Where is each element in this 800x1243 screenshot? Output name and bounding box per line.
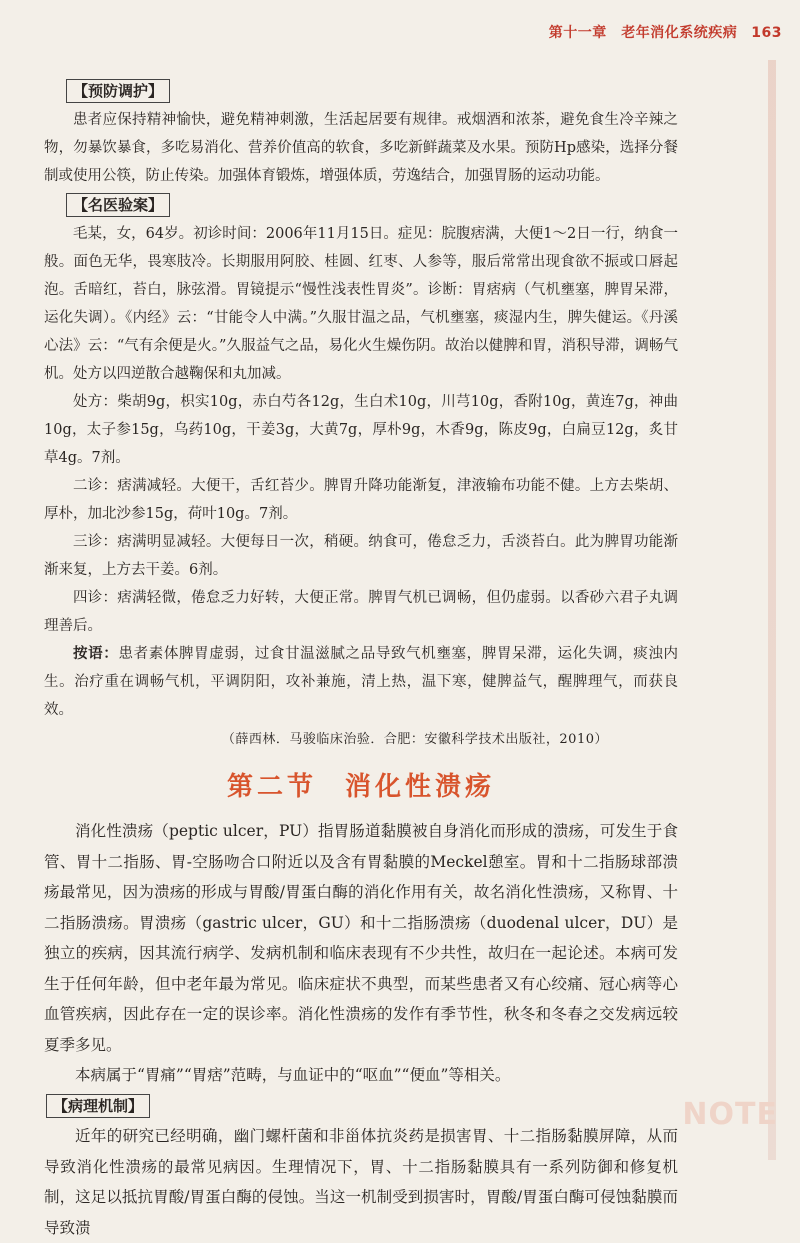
paragraph-visit-4: 四诊：痞满轻微，倦怠乏力好转，大便正常。脾胃气机已调畅，但仍虚弱。以香砂六君子丸调理善后。 xyxy=(44,590,678,634)
chapter-title: 第十一章 老年消化系统疾病 xyxy=(548,25,738,41)
ulcer-body xyxy=(44,816,678,1243)
paragraph-case-intro: 毛某，女，64岁。初诊时间：2006年11月15日。症见：脘腹痞满，大便1～2日一行，纳食一般。面色无华，畏寒肢冷。长期服用阿胶、桂圆、红枣、人参等，服后常常出现食欲不振或口唇起泡。舌暗红，苔白，脉弦滑。胃镜提示“慢性浅表性胃炎”。诊断：胃痞病（气机壅塞，脾胃呆滞，运化失调）。《内经》云：“甘能令人中满。”久服甘温之品，气机壅塞，痰湿内生，脾失健运。《丹溪心法》云：“气有余便是火。”久服益气之品，易化火生燥伤阴。故治以健脾和胃，消积导滞，调畅气机。处方以四逆散合越鞠保和丸加减。 xyxy=(44,226,678,382)
citation: （薛西林．马骏临床治验．合肥：安徽科学技术出版社，2010） xyxy=(221,732,608,747)
section-title: 消化性溃疡 xyxy=(345,772,496,802)
paragraph-comment xyxy=(44,640,678,724)
page-number: 163 xyxy=(751,25,782,41)
paragraph-ulcer-1: 消化性溃疡（peptic ulcer，PU）指胃肠道黏膜被自身消化而形成的溃疡，可发生于食管、胃十二指肠、胃-空肠吻合口附近以及含有胃黏膜的Meckel憩室。胃和十二指肠球部溃疡最常见，因为溃疡的形成与胃酸/胃蛋白酶的消化作用有关，故名消化性溃疡，又称胃、十二指肠溃疡。胃溃疡（gastric ulcer，GU）和十二指肠溃疡（duodenal ulcer，DU）是独立的疾病，因其流行病学、发病机制和临床表现有不少共性，故归在一起论述。本病可发生于任何年龄，但中老年最为常见。临床症状不典型，而某些患者又有心绞痛、冠心病等心血管疾病，因此存在一定的误诊率。消化性溃疡的发作有季节性，秋冬和冬春之交发病远较夏季多见。 xyxy=(44,822,678,1054)
paragraph-prevention: 患者应保持精神愉快，避免精神刺激，生活起居要有规律。戒烟酒和浓茶，避免食生冷辛辣之物，勿暴饮暴食，多吃易消化、营养价值高的软食，多吃新鲜蔬菜及水果。预防Hp感染，选择分餐制或使用公筷，防止传染。加强体育锻炼，增强体质，劳逸结合，加强胃肠的运动功能。 xyxy=(44,112,678,184)
section-label-pathogenesis: 【病理机制】 xyxy=(46,1094,150,1118)
paragraph-ulcer-2: 本病属于“胃痛”“胃痞”范畴，与血证中的“呕血”“便血”等相关。 xyxy=(75,1066,511,1084)
comment-text: 患者素体脾胃虚弱，过食甘温滋腻之品导致气机壅塞，脾胃呆滞，运化失调，痰浊内生。治疗重在调畅气机，平调阴阳，攻补兼施，清上热，温下寒，健脾益气，醒脾理气，而获良效。 xyxy=(44,646,679,718)
comment-label: 按语： xyxy=(73,645,119,662)
paragraph-prescription: 处方：柴胡9g，枳实10g，赤白芍各12g，生白术10g，川芎10g，香附10g，黄连7g，神曲10g，太子参15g，乌药10g，干姜3g，大黄7g，厚朴9g，木香9g，陈皮9g，白扁豆12g，炙甘草4g。7剂。 xyxy=(44,394,678,466)
running-head xyxy=(549,22,782,42)
section-label-prevention: 【预防调护】 xyxy=(66,79,170,103)
section-number: 第二节 xyxy=(226,772,317,802)
paragraph-ulcer-3: 近年的研究已经明确，幽门螺杆菌和非甾体抗炎药是损害胃、十二指肠黏膜屏障，从而导致消化性溃疡的最常见病因。生理情况下，胃、十二指肠黏膜具有一系列防御和修复机制，这足以抵抗胃酸/胃蛋白酶的侵蚀。当这一机制受到损害时，胃酸/胃蛋白酶可侵蚀黏膜而导致溃 xyxy=(44,1127,678,1237)
page-body xyxy=(44,76,678,1243)
paragraph-visit-2: 二诊：痞满减轻。大便干，舌红苔少。脾胃升降功能渐复，津液输布功能不健。上方去柴胡、厚朴，加北沙参15g，荷叶10g。7剂。 xyxy=(44,478,678,522)
margin-bar xyxy=(768,60,776,1160)
section-label-case: 【名医验案】 xyxy=(66,193,170,217)
paragraph-visit-3: 三诊：痞满明显减轻。大便每日一次，稍硬。纳食可，倦怠乏力，舌淡苔白。此为脾胃功能渐渐来复，上方去干姜。6剂。 xyxy=(44,534,678,578)
note-logo: NOTE xyxy=(682,1097,778,1132)
page-header xyxy=(0,0,800,58)
section-heading xyxy=(44,770,678,804)
